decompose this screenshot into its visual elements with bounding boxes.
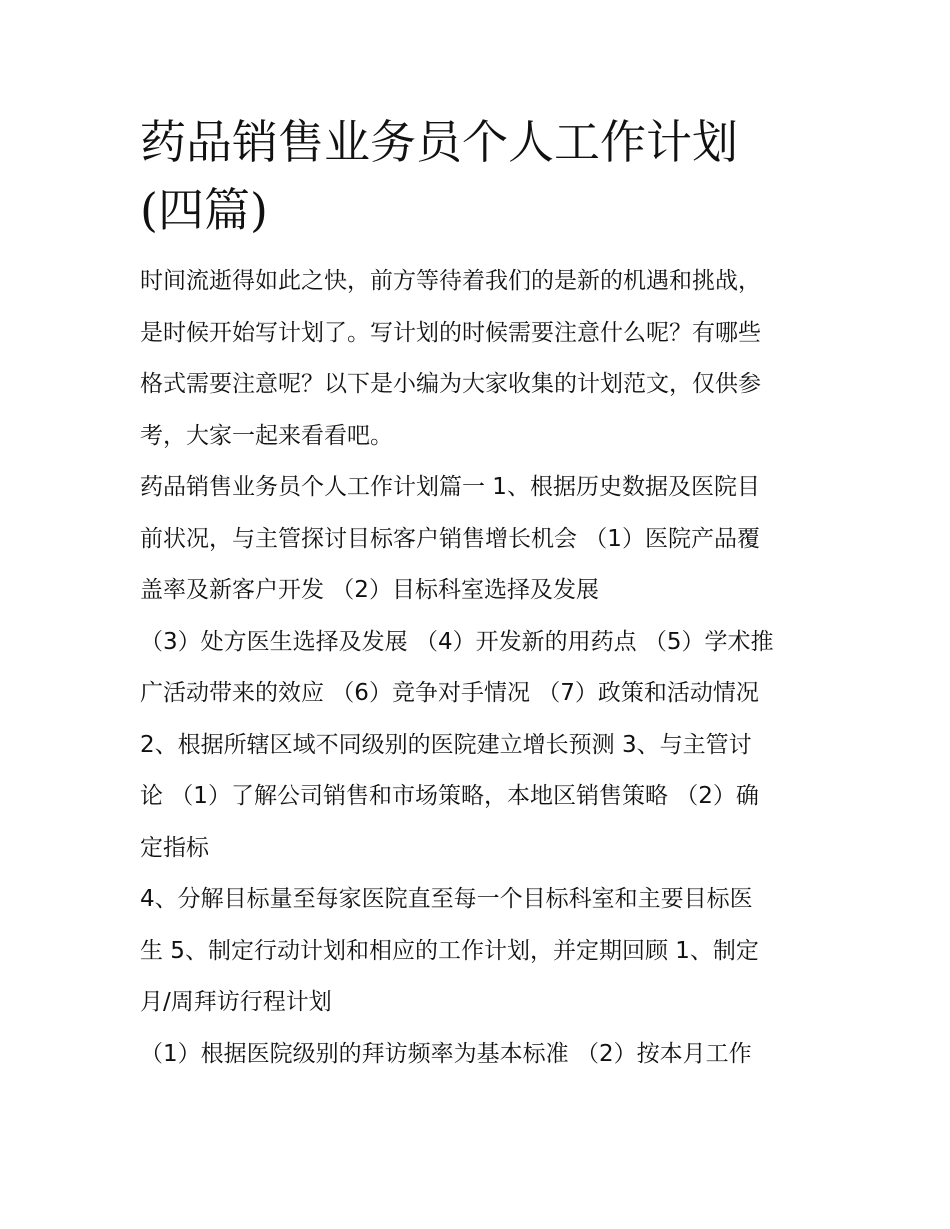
- text-line: （1）根据医院级别的拜访频率为基本标准 （2）按本月工作: [140, 1040, 752, 1067]
- text-line: 是时候开始写计划了。写计划的时候需要注意什么呢？有哪些: [140, 319, 761, 346]
- text-line: 月/周拜访行程计划: [140, 989, 332, 1015]
- text-line: 药品销售业务员个人工作计划篇一 1、根据历史数据及医院目: [140, 474, 760, 500]
- title-line-2: (四篇): [140, 183, 268, 237]
- text-line: 4、分解目标量至每家医院直至每一个目标科室和主要目标医: [140, 886, 753, 912]
- document-page: [140, 108, 830, 1080]
- text-line: 论 （1）了解公司销售和市场策略，本地区销售策略 （2）确: [140, 783, 759, 809]
- paragraph-1: [140, 462, 830, 617]
- intro-paragraph: [140, 256, 830, 462]
- paragraph-2: [140, 617, 830, 875]
- text-line: 2、根据所辖区域不同级别的医院建立增长预测 3、与主管讨: [140, 731, 752, 758]
- text-line: 盖率及新客户开发 （2）目标科室选择及发展: [140, 577, 599, 603]
- text-line: 前状况，与主管探讨目标客户销售增长机会 （1）医院产品覆: [140, 525, 760, 552]
- text-line: 广活动带来的效应 （6）竞争对手情况 （7）政策和活动情况: [140, 680, 759, 706]
- text-line: 定指标: [140, 834, 209, 861]
- text-line: （3）处方医生选择及发展 （4）开发新的用药点 （5）学术推: [140, 628, 774, 655]
- document-title: [140, 108, 830, 244]
- text-line: 时间流逝得如此之快，前方等待着我们的是新的机遇和挑战，: [140, 268, 761, 294]
- title-line-1: 药品销售业务员个人工作计划: [140, 115, 738, 169]
- paragraph-3: [140, 874, 830, 1029]
- text-line: 考，大家一起来看看吧。: [140, 422, 393, 449]
- text-line: 生 5、制定行动计划和相应的工作计划，并定期回顾 1、制定: [140, 937, 759, 964]
- paragraph-4: [140, 1029, 830, 1081]
- text-line: 格式需要注意呢？以下是小编为大家收集的计划范文，仅供参: [140, 371, 761, 397]
